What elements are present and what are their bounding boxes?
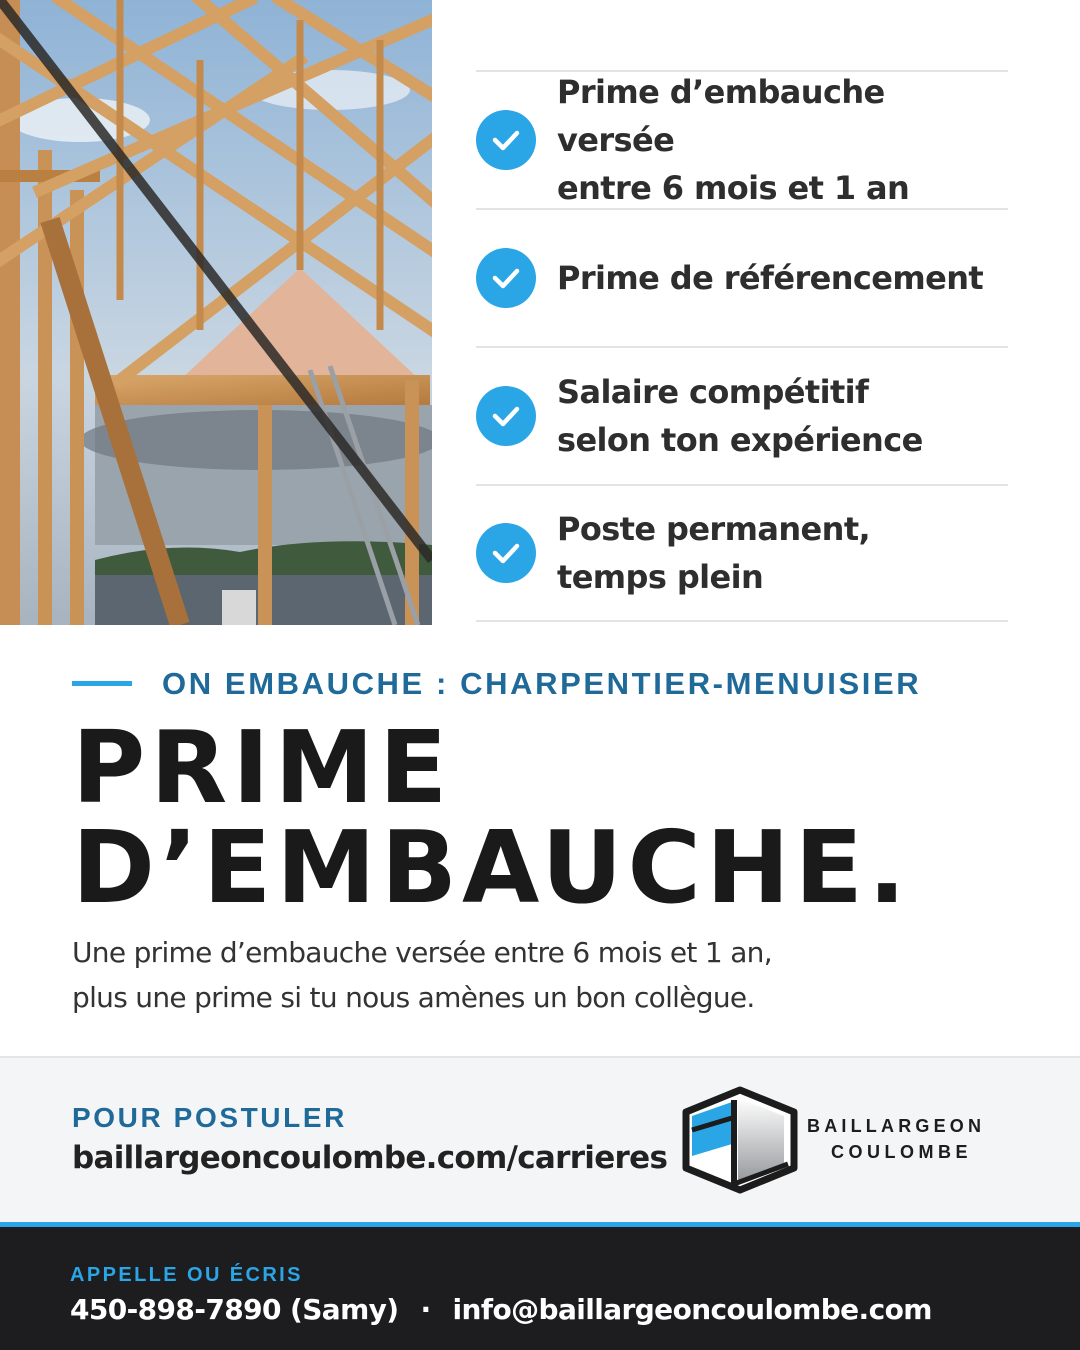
benefit-text: Prime de référencement — [557, 259, 984, 297]
benefit-item — [476, 346, 1008, 484]
construction-photo — [0, 0, 432, 625]
careers-link[interactable]: baillargeoncoulombe.com/carrieres — [72, 1140, 668, 1176]
headline-line-1: PRIME — [72, 709, 453, 826]
benefit-item — [476, 70, 1008, 208]
benefit-text: Poste permanent, temps plein — [557, 510, 871, 596]
phone-link[interactable]: 450-898-7890 (Samy) — [70, 1293, 399, 1326]
apply-section — [0, 1056, 1080, 1222]
benefits-list — [476, 70, 1008, 622]
benefit-item — [476, 208, 1008, 346]
lead-paragraph: Une prime d’embauche versée entre 6 mois et 1 an, plus une prime si tu nous amènes un bon collègue. — [72, 936, 772, 1014]
page-title — [72, 709, 911, 926]
check-circle-icon — [476, 248, 536, 308]
brand-name-line-2: COULOMBE — [831, 1142, 972, 1162]
email-link[interactable]: info@baillargeoncoulombe.com — [452, 1293, 932, 1326]
cube-logo-icon — [682, 1086, 798, 1194]
job-eyebrow: ON EMBAUCHE : CHARPENTIER-MENUISIER — [162, 666, 922, 701]
contact-row — [70, 1293, 932, 1326]
benefit-text: Prime d’embauche versée entre 6 mois et 1 an — [557, 73, 910, 207]
benefit-item — [476, 484, 1008, 622]
benefit-text: Salaire compétitif selon ton expérience — [557, 373, 923, 459]
apply-label: POUR POSTULER — [72, 1102, 347, 1133]
contact-label: APPELLE OU ÉCRIS — [70, 1264, 303, 1286]
check-circle-icon — [476, 386, 536, 446]
check-circle-icon — [476, 523, 536, 583]
headline-line-2: D’EMBAUCHE. — [72, 809, 911, 926]
footer — [0, 1227, 1080, 1350]
brand-name-line-1: BAILLARGEON — [807, 1116, 986, 1136]
contact-separator: · — [420, 1293, 431, 1326]
check-circle-icon — [476, 110, 536, 170]
eyebrow-divider — [72, 681, 132, 686]
